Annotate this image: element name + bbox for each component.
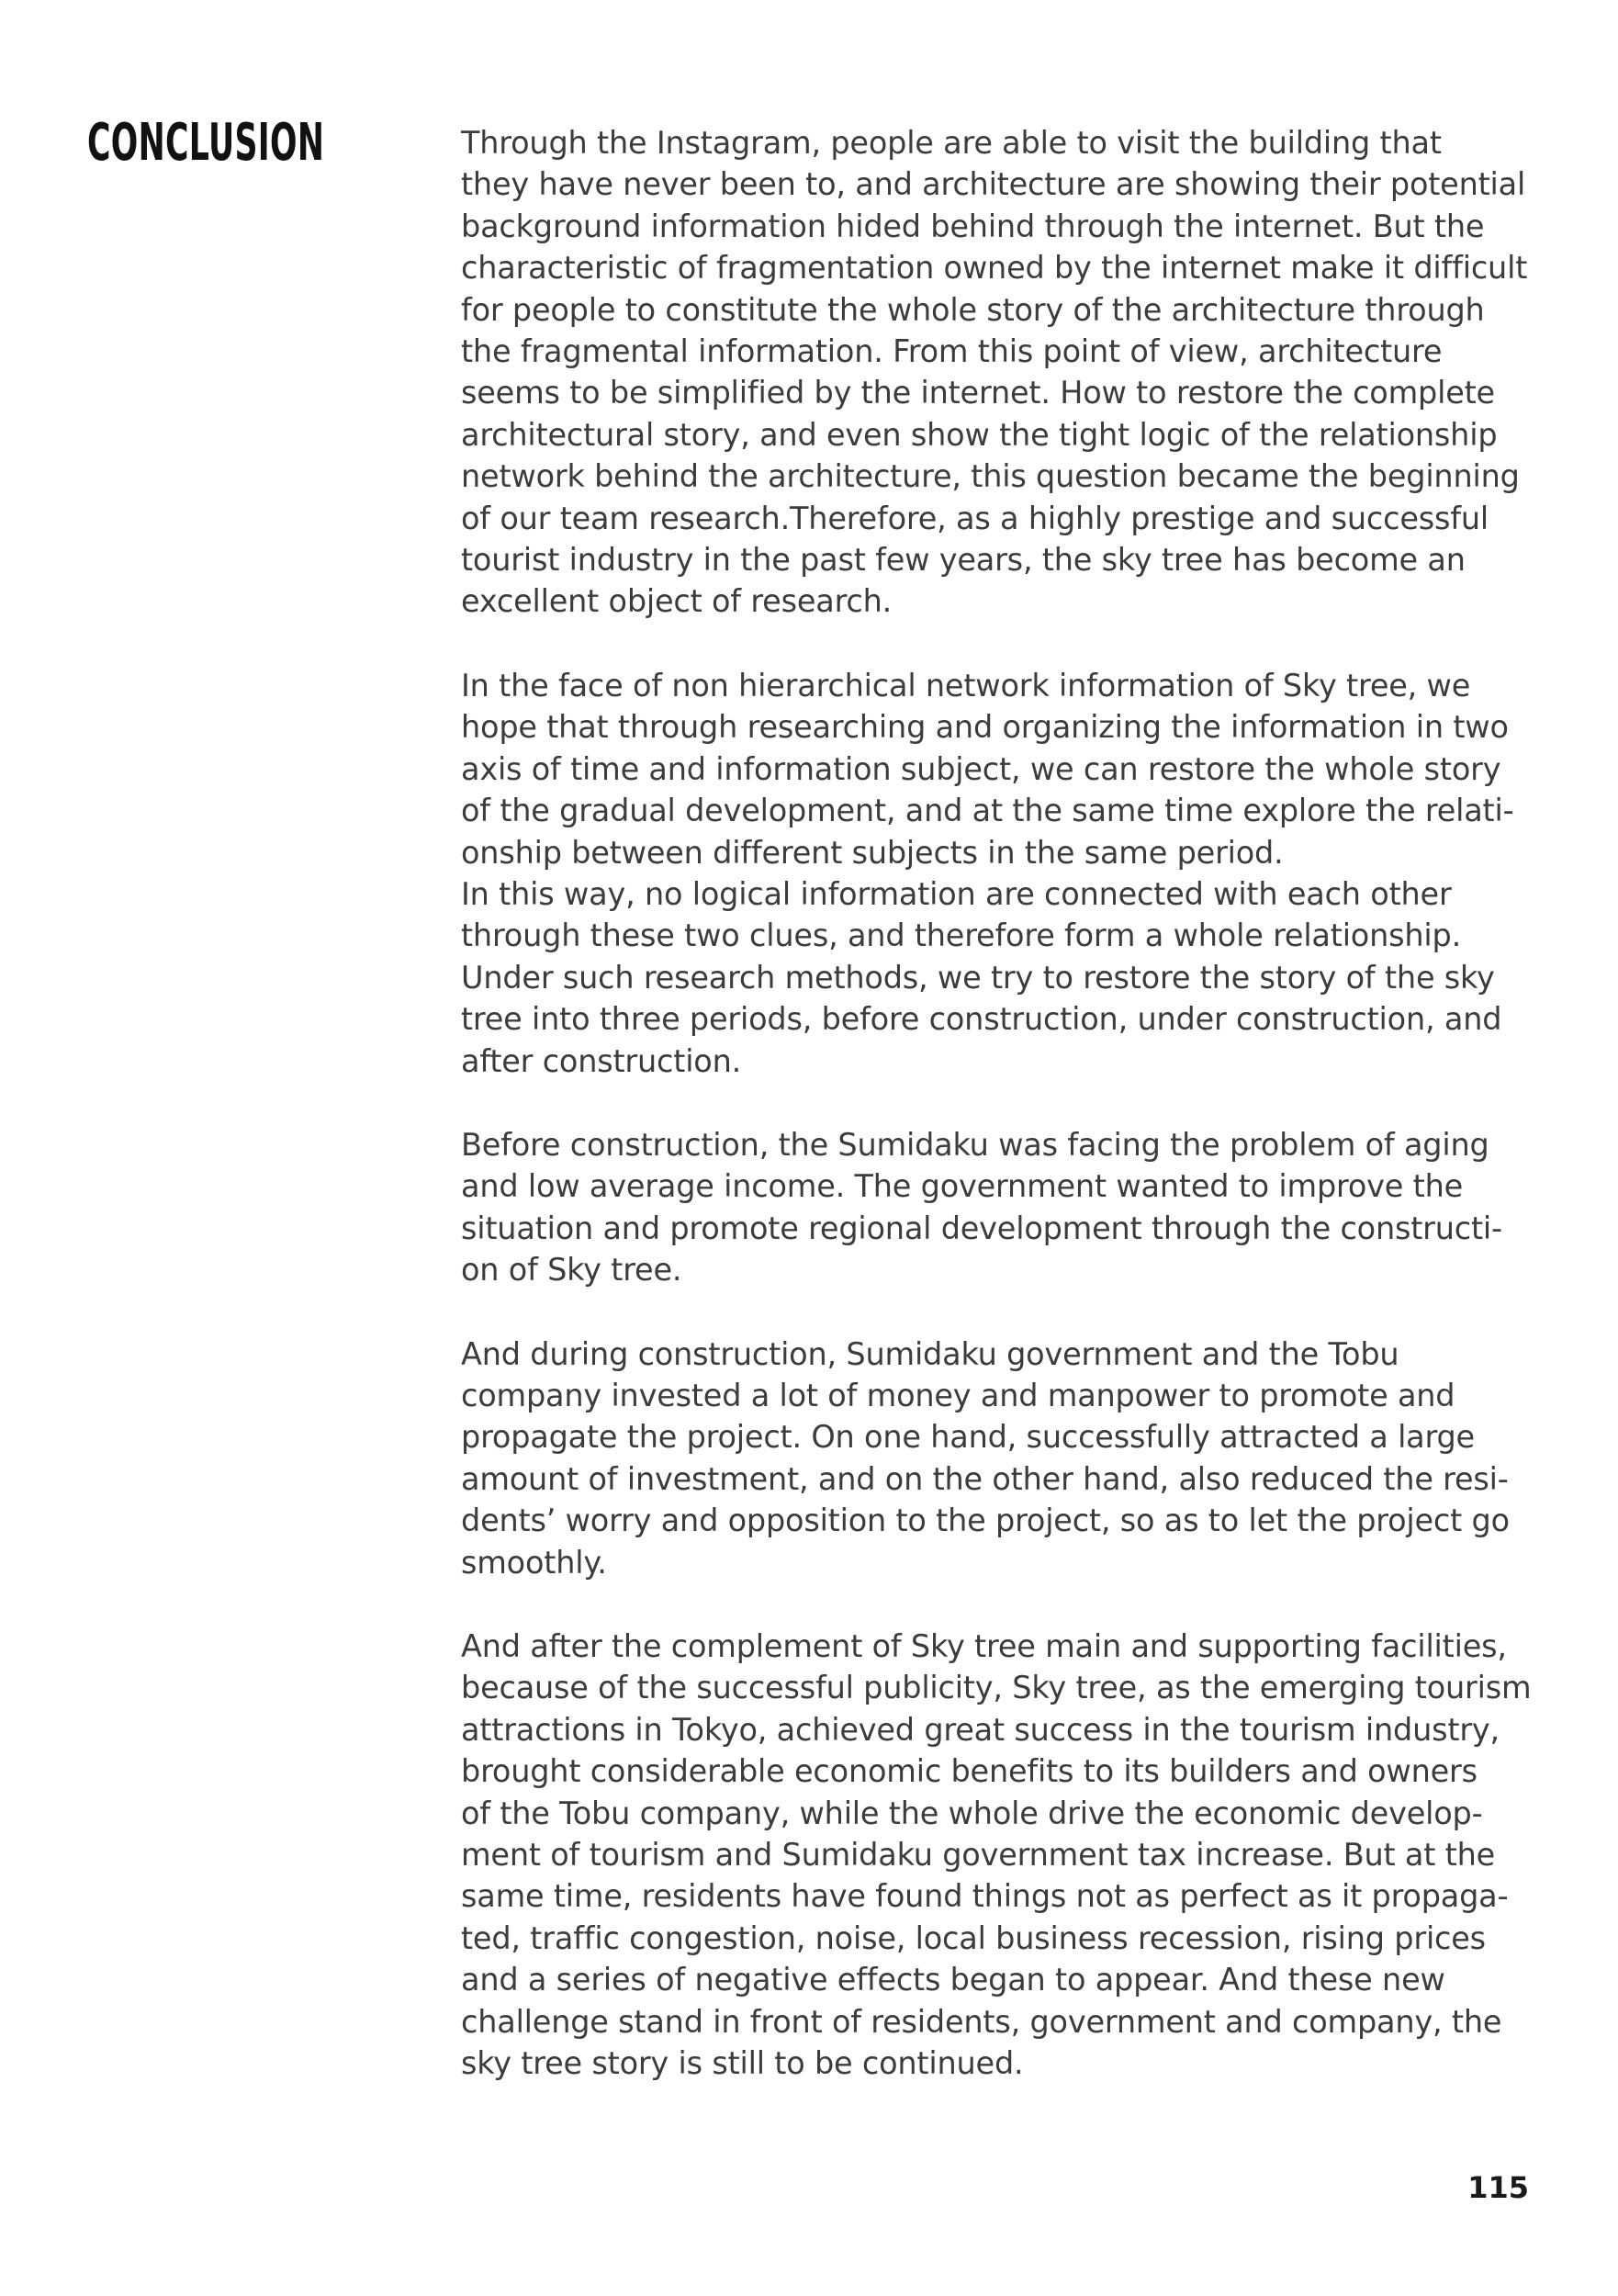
paragraph-4: And during construction, Sumidaku government and the Tobu company invested a lot of money and manpower to promote and propagate the project. On one hand, successfully attracted a large amount of investment, and on the other hand, also reduced the resi- dents’ worry and opposition to the project, so as to let the project go smoothly.	[461, 1335, 1510, 1581]
page-number: 115	[1467, 2170, 1529, 2205]
section-heading: CONCLUSION	[87, 113, 325, 173]
paragraph-1: Through the Instagram, people are able to visit the building that they have never been to, and architecture are showing their potential background information hided behind through the internet. But the characteristic of fragmentation owned by the internet make it difficult for people to constitute the whole story of the architecture through the fragmental information. From this point of view, architecture seems to be simplified by the internet. How to restore the complete architectural story, and even show the tight logic of the relationship network behind the architecture, this question became the beginning of our team research.Therefore, as a highly prestige and successful tourist industry in the past few years, the sky tree has become an excellent object of research.	[461, 125, 1528, 620]
paragraph-3: Before construction, the Sumidaku was facing the problem of aging and low average income. The government wanted to improve the situation and promote regional development through the constructi- on of Sky tree.	[461, 1126, 1502, 1289]
paragraph-2: In the face of non hierarchical network information of Sky tree, we hope that through researching and organizing the information in two axis of time and information subject, we can restore the whole story of the gradual development, and at the same time explore the relati- onship between different subjects in the same period. In this way, no logical information are connected with each other through these two clues, and therefore form a whole relationship. Under such research methods, we try to restore the story of the sky tree into three periods, before construction, under construction, and after construction.	[461, 667, 1514, 1079]
paragraph-5: And after the complement of Sky tree main and supporting facilities, because of the successful publicity, Sky tree, as the emerging tourism attractions in Tokyo, achieved great success in the tourism industry, brought considerable economic benefits to its builders and owners of the Tobu company, while the whole drive the economic develop- ment of tourism and Sumidaku government tax increase. But at the same time, residents have found things not as perfect as it propaga- ted, traffic congestion, noise, local business recession, rising prices and a series of negative effects began to appear. And these new challenge stand in front of residents, government and company, the sky tree story is still to be continued.	[461, 1628, 1532, 2082]
body-text	[461, 122, 1545, 2126]
